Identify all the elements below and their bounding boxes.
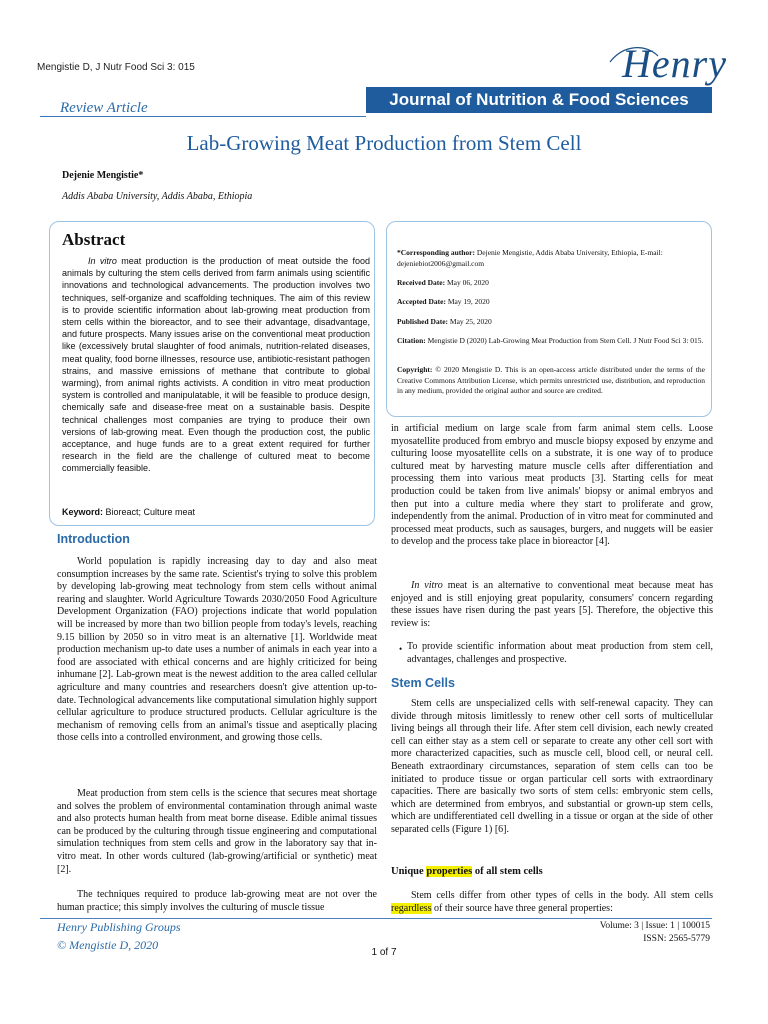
received-date	[397, 278, 705, 289]
keywords-label: Keyword:	[62, 507, 104, 517]
page-number: 1 of 7	[371, 947, 397, 958]
abstract-text	[62, 255, 370, 475]
in-vitro-lead: In vitro	[411, 580, 443, 591]
received-label: Received Date:	[397, 278, 446, 287]
intro-paragraph-3: The techniques required to produce lab-growing meat are not over the human practice; this simply involves the culturing of muscle tissue	[57, 889, 377, 913]
citation-value: Mengistie D (2020) Lab-Growing Meat Production from Stem Cell. J Nutr Food Sci 3: 015.	[425, 336, 704, 345]
intro-paragraph-1: World population is rapidly increasing day to day and also meat consumption increases by the same rate. Scientist's trying to solve this problem by developing lab-growing meat technology from stem cells without animal rearing and slaughter. World Agriculture Towards 2030/2050 Food Agriculture Development Organization (FAO) projections indicate that world population will be increased by more than two billion people from today's levels, reaching 9.15 billion by 2050 so in vitro meat is an alternative [1]. Worldwide meat production mechanism up-to date uses a number of animals in each year into a food are associated with ethical concerns and are highly criticized for being inhumane [2]. Lab-grown meat is the newest addition to the area called cellular agriculture and many countries and researchers doesn't give attention up-to-date. Technological advancements like computational simulation highly support cellular agriculture to produce structured products. Cellular agriculture is the mechanism of removing cells from an animal's tissue and aseptically placing those cells into a controlled environment, and growing those cells.	[57, 556, 377, 744]
copyright-value: © 2020 Mengistie D. This is an open-access article distributed under the terms of the Creative Commons Attribution License, which permits unrestricted use, distribution, and reproduction in any medium, provided the original author and source are credited.	[397, 365, 705, 396]
henry-logo: Henry	[622, 41, 727, 86]
running-head: Mengistie D, J Nutr Food Sci 3: 015	[37, 62, 195, 73]
corresponding-value: Dejenie Mengistie, Addis Ababa University, Ethiopia, E-mail: dejeniebiot2006@gmail.com	[397, 248, 663, 268]
keywords	[62, 507, 195, 517]
right-paragraph-1: in artificial medium on large scale from farm animal stem cells. Loose myosatellite produced from embryo and muscle biopsy exposed by enzyme and culturing loose myosatellite cells on a substrate, it is one way of to produce cultured meat by harvesting mature muscle cells after differentiation and processing them into various meat products [3]. Starting cells for meat production could be taken from live animals' biopsy or animal embryos and then put into a culture media where they start to proliferate and grow, independently from the animal. Production of in vitro meat for comminuted and processed meat products, such as sausages, burgers, and nuggets will be easier to develop and the process take place in bioreactor [4].	[391, 423, 713, 548]
affiliation: Addis Ababa University, Addis Ababa, Ethiopia	[62, 191, 253, 202]
citation-label: Citation:	[397, 336, 426, 345]
accepted-label: Accepted Date:	[397, 297, 446, 306]
intro-paragraph-2: Meat production from stem cells is the science that secures meat shortage and solves the problem of environmental contamination through animal waste and also protects human health from meat borne disease. Edible animal tissues can be produced by the culturing through tissue engineering and computational simulation techniques from stem cells and grow in the laboratory say that in-vitro meat. In other words cultured (lab-growing/artificial or synthetic) meat [2].	[57, 788, 377, 875]
article-title: Lab-Growing Meat Production from Stem Cell	[186, 131, 582, 155]
footer-publisher: Henry Publishing Groups	[57, 920, 181, 934]
bullet-icon: •	[399, 644, 403, 654]
footer-copyright: © Mengistie D, 2020	[57, 938, 159, 952]
stem-cells-paragraph: Stem cells are unspecialized cells with self-renewal capacity. They can divide through mitosis limitlessly to renew other cell sorts of multicellular living beings all through their life. After stem cell division, each newly created cell can either stay as a stem cell or separate to create any other cell sort with more characterized capacities, such as muscle cell, blood cell, or neural cell. Beneath extraordinary circumstances, separation of stem cells can too be initiated to produce tissue or organ particular cell sorts with extraordinary capacities. There are basically two sorts of stem cells: embryonic stem cells, which are determined from embryos, and substantial or grown-up stem cells, which are undifferentiated cell dwelling in a tissue or organ at the side of other separated cells (Figure 1) [6].	[391, 698, 713, 835]
introduction-heading: Introduction	[57, 532, 130, 546]
abstract-body: meat production is the production of meat outside the food animals by culturing the stem cells derived from farm animals using scientific innovations and technological advancements. The production involves two techniques, self-organize and scaffolding techniques. The aim of this review is to provide scientific information about lab-growing meat production from stem cells within the bioreactor, and to see their advantage, disadvantage, and future prospects. Many issues arise on the conventional meat production like (excessively brutal slaughter of food animals, nutrition-related diseases, meat quality, food borne illnesses, resource use, antibiotic-resistant pathogen strains, and massive emissions of methane that contribute to global warming), from animal rights activists. A condition in vitro meat production system is controlled and manipulatable, it will be feasible to produce design, chemically safe and disease-free meat on a sustainable basis. Despite technical challenges most companies are trying to produce their own versions of lab-growing meat. Even though the production cost, the public acceptance, and huge funds are to a great extent required for further research in the field are the challenge of cultured meat to become commercially feasible.	[62, 256, 370, 474]
right-paragraph-2	[391, 580, 713, 630]
properties-pre: Stem cells differ from other types of cells in the body. All stem cells	[411, 890, 713, 901]
article-type: Review Article	[60, 100, 148, 116]
accepted-value: May 19, 2020	[445, 297, 490, 306]
corresponding-author	[397, 248, 705, 269]
article-type-rule	[40, 116, 366, 117]
abstract-heading: Abstract	[62, 230, 126, 249]
journal-banner: Journal of Nutrition & Food Sciences	[366, 87, 712, 113]
properties-post: of their source have three general properties:	[431, 902, 613, 914]
properties-paragraph	[391, 890, 713, 915]
subhead-pre: Unique	[391, 866, 427, 877]
keywords-value: Bioreact; Culture meat	[103, 507, 196, 517]
corresponding-label: *Corresponding author:	[397, 248, 475, 257]
objective-bullet: To provide scientific information about meat production from stem cell, advantages, challenges and prospective.	[407, 641, 713, 665]
unique-properties-subheading	[391, 866, 543, 877]
stem-cells-heading: Stem Cells	[391, 676, 455, 690]
received-value: May 06, 2020	[445, 278, 489, 287]
copyright-label: Copyright:	[397, 365, 433, 374]
copyright	[397, 365, 705, 397]
accepted-date	[397, 297, 705, 308]
published-value: May 25, 2020	[448, 317, 492, 326]
citation	[397, 336, 705, 347]
footer-volume: Volume: 3 | Issue: 1 | 100015	[599, 921, 710, 931]
properties-highlight: regardless	[391, 902, 432, 914]
subhead-highlight: properties	[426, 866, 473, 877]
author: Dejenie Mengistie*	[62, 170, 144, 181]
published-label: Published Date:	[397, 317, 449, 326]
footer-issn: ISSN: 2565-5779	[643, 934, 710, 944]
published-date	[397, 317, 705, 328]
right-paragraph-2-body: meat is an alternative to conventional meat because meat has enjoyed and is still enjoying great popularity, consumers' concern regarding these issues have risen during the past years [5]. Therefore, the objective this review is:	[391, 580, 713, 629]
abstract-lead: In vitro	[88, 256, 117, 266]
subhead-post: of all stem cells	[472, 866, 543, 877]
footer-rule	[40, 918, 712, 919]
